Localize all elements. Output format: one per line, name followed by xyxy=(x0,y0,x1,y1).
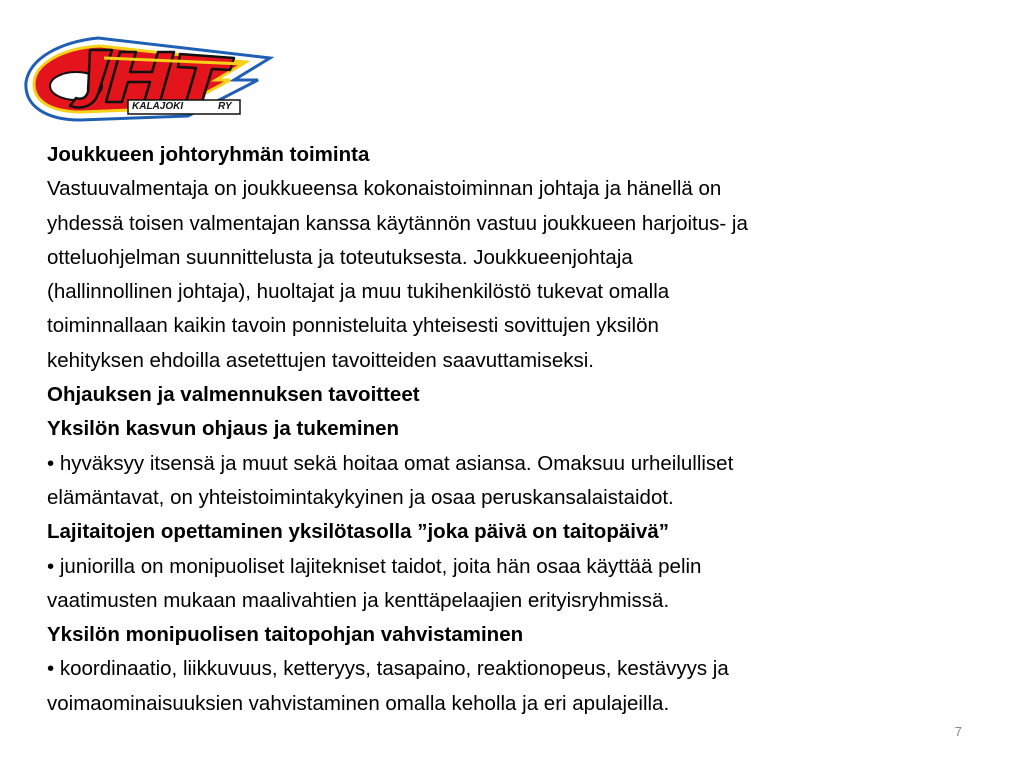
subheading-versatile: Yksilön monipuolisen taitopohjan vahvistaminen xyxy=(47,623,524,647)
bullet-line: elämäntavat, on yhteistoimintakykyinen ja osaa peruskansalaistaidot. xyxy=(47,485,674,509)
paragraph-line: toiminnallaan kaikin tavoin ponnisteluita yhteisesti sovittujen yksilön xyxy=(47,314,659,338)
paragraph-line: yhdessä toisen valmentajan kanssa käytännön vastuu joukkueen harjoitus- ja xyxy=(47,211,748,235)
paragraph-line: Vastuuvalmentaja on joukkueensa kokonaistoiminnan johtaja ja hänellä on xyxy=(47,177,722,201)
logo-subtitle-right: RY xyxy=(218,101,232,112)
paragraph-line: (hallinnollinen johtaja), huoltajat ja muu tukihenkilöstö tukevat omalla xyxy=(47,280,670,304)
paragraph-line: kehityksen ehdoilla asetettujen tavoitteiden saavuttamiseksi. xyxy=(47,348,594,372)
logo-subtitle-left: KALAJOKI xyxy=(132,101,184,112)
section-title: Joukkueen johtoryhmän toiminta xyxy=(47,143,370,166)
club-logo xyxy=(20,28,275,124)
bullet-line: • juniorilla on monipuoliset lajitekniset taidot, joita hän osaa käyttää pelin xyxy=(47,554,702,578)
bullet-line: vaatimusten mukaan maalivahtien ja kenttäpelaajien erityisryhmissä. xyxy=(47,588,670,612)
subheading-skills: Lajitaitojen opettaminen yksilötasolla ”joka päivä on taitopäivä” xyxy=(47,520,669,544)
bullet-line: • koordinaatio, liikkuvuus, ketteryys, tasapaino, reaktionopeus, kestävyys ja xyxy=(47,657,729,681)
paragraph-line: otteluohjelman suunnittelusta ja toteutuksesta. Joukkueenjohtaja xyxy=(47,245,633,269)
subheading-growth: Yksilön kasvun ohjaus ja tukeminen xyxy=(47,417,400,441)
subheading-goals: Ohjauksen ja valmennuksen tavoitteet xyxy=(47,383,420,407)
bullet-line: • hyväksyy itsensä ja muut sekä hoitaa omat asiansa. Omaksuu urheilulliset xyxy=(47,451,734,475)
page-number: 7 xyxy=(954,724,962,739)
bullet-line: voimaominaisuuksien vahvistaminen omalla keholla ja eri apulajeilla. xyxy=(47,691,670,715)
slide-body xyxy=(47,138,977,721)
